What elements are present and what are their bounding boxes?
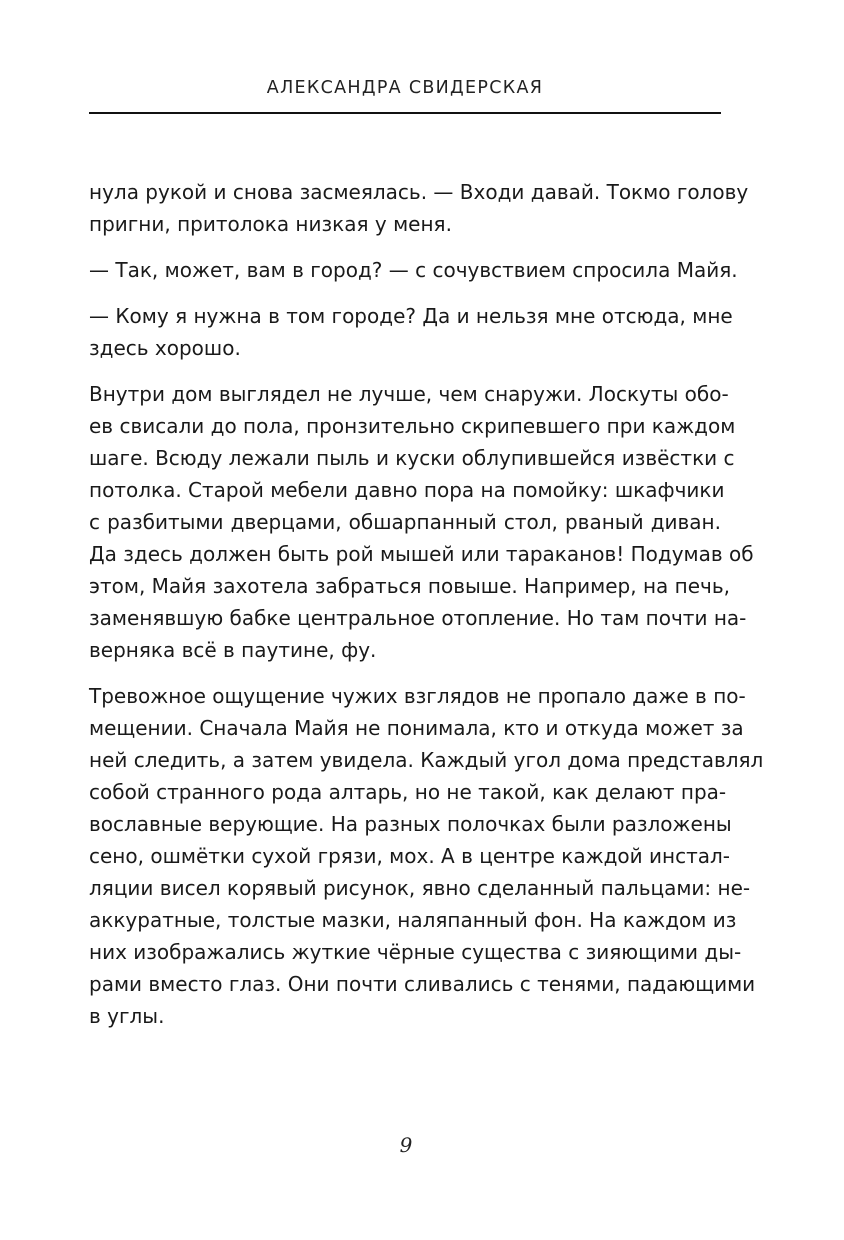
text-line: здесь хорошо. (89, 336, 241, 360)
text-line: рами вместо глаз. Они почти сливались с тенями, падающими (89, 972, 756, 996)
text-line: Да здесь должен быть рой мышей или тараканов! Подумав об (89, 542, 754, 566)
text-line: этом, Майя захотела забраться повыше. Например, на печь, (89, 574, 730, 598)
paragraph-3 (89, 300, 733, 364)
text-line: ляции висел корявый рисунок, явно сделанный пальцами: не- (89, 876, 751, 900)
text-line: — Так, может, вам в город? — с сочувствием спросила Майя. (89, 258, 738, 282)
text-line: собой странного рода алтарь, но не такой, как делают пра- (89, 780, 727, 804)
paragraph-5 (89, 680, 764, 1032)
text-line: верняка всё в паутине, фу. (89, 638, 377, 662)
text-line: нула рукой и снова засмеялась. — Входи давай. Токмо голову (89, 180, 749, 204)
text-line: вославные верующие. На разных полочках были разложены (89, 812, 732, 836)
paragraph-4 (89, 378, 754, 666)
text-line: потолка. Старой мебели давно пора на помойку: шкафчики (89, 478, 725, 502)
page-number: 9 (399, 1133, 413, 1157)
text-line: сено, ошмётки сухой грязи, мох. А в центре каждой инстал- (89, 844, 730, 868)
body-text (89, 176, 764, 1046)
header-rule (89, 112, 721, 114)
text-line: них изображались жуткие чёрные существа с зияющими ды- (89, 940, 742, 964)
text-line: шаге. Всюду лежали пыль и куски облупившейся извёстки с (89, 446, 735, 470)
text-line: — Кому я нужна в том городе? Да и нельзя мне отсюда, мне (89, 304, 733, 328)
paragraph-2 (89, 254, 738, 286)
text-line: ней следить, а затем увидела. Каждый угол дома представлял (89, 748, 764, 772)
text-line: Тревожное ощущение чужих взглядов не пропало даже в по- (89, 684, 746, 708)
text-line: в углы. (89, 1004, 165, 1028)
text-line: с разбитыми дверцами, обшарпанный стол, рваный диван. (89, 510, 721, 534)
text-line: мещении. Сначала Майя не понимала, кто и откуда может за (89, 716, 744, 740)
paragraph-1 (89, 176, 749, 240)
text-line: ев свисали до пола, пронзительно скрипевшего при каждом (89, 414, 736, 438)
text-line: пригни, притолока низкая у меня. (89, 212, 452, 236)
running-header: АЛЕКСАНДРА СВИДЕРСКАЯ (266, 78, 544, 98)
text-line: заменявшую бабке центральное отопление. Но там почти на- (89, 606, 747, 630)
text-line: аккуратные, толстые мазки, наляпанный фон. На каждом из (89, 908, 737, 932)
text-line: Внутри дом выглядел не лучше, чем снаружи. Лоскуты обо- (89, 382, 729, 406)
